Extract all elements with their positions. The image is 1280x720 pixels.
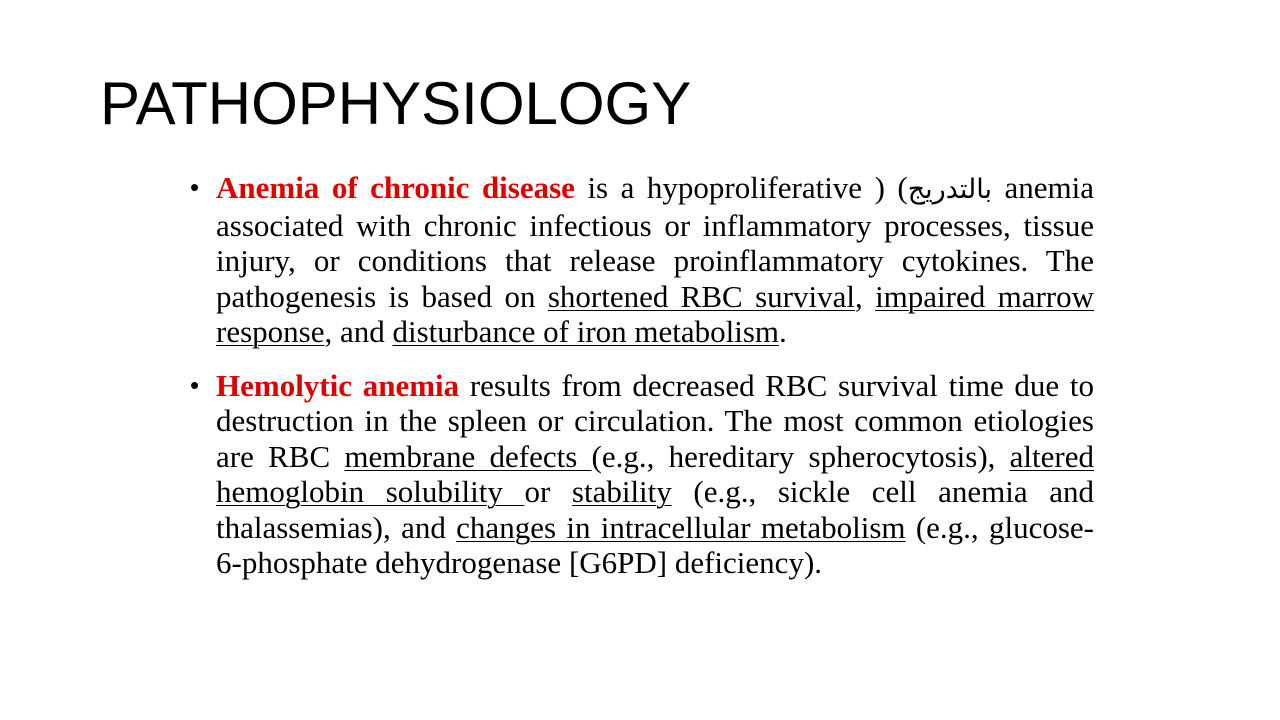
bullet-text: (e.g., glucose-6-phosphate dehydrogenase [G6PD] deficiency). [216,509,1094,580]
underlined-phrase: membrane defects [344,438,592,474]
arabic-gloss: بالتدريج [907,174,992,205]
term-hemolytic-anemia: Hemolytic anemia [216,367,460,403]
underlined-phrase: altered hemoglobin solubility [216,438,1094,509]
underlined-phrase: disturbance of iron metabolism [392,314,780,349]
bullet-text: ) [874,170,885,205]
bullet-text: , [854,278,876,314]
bullet-list [190,170,1095,599]
underlined-phrase: stability [571,474,672,509]
bullet-text: , and [324,314,393,349]
bullet-text: (e.g., sickle cell anemia and thalassemias), and [216,474,1094,545]
bullet-hemolytic-anemia [190,367,1094,581]
bullet-text: . [779,314,787,349]
bullet-text: or [524,474,572,509]
underlined-phrase: shortened RBC survival [547,278,855,314]
bullet-text: results from decreased RBC survival time due to destruction in the spleen or circulation. The most common etiologies are RBC [216,367,1094,474]
bullet-anemia-chronic-disease [190,170,1095,350]
bullet-text: ( [884,170,908,205]
underlined-phrase: changes in intracellular metabolism [456,509,906,545]
bullet-text: (e.g., hereditary spherocytosis), [591,438,1010,474]
bullet-text: anemia associated with chronic infectious or inflammatory processes, tissue injury, or conditions that release proinflammatory cytokines. The pathogenesis is based on [216,170,1094,314]
bullet-text: is a hypoproliferative [574,170,875,205]
bullet-dot-icon: • [190,369,200,400]
bullet-dot-icon: • [190,172,200,202]
slide-title: PATHOPHYSIOLOGY [100,70,692,137]
underlined-phrase: impaired marrow response [216,278,1095,349]
term-anemia-chronic-disease: Anemia of chronic disease [216,170,575,205]
